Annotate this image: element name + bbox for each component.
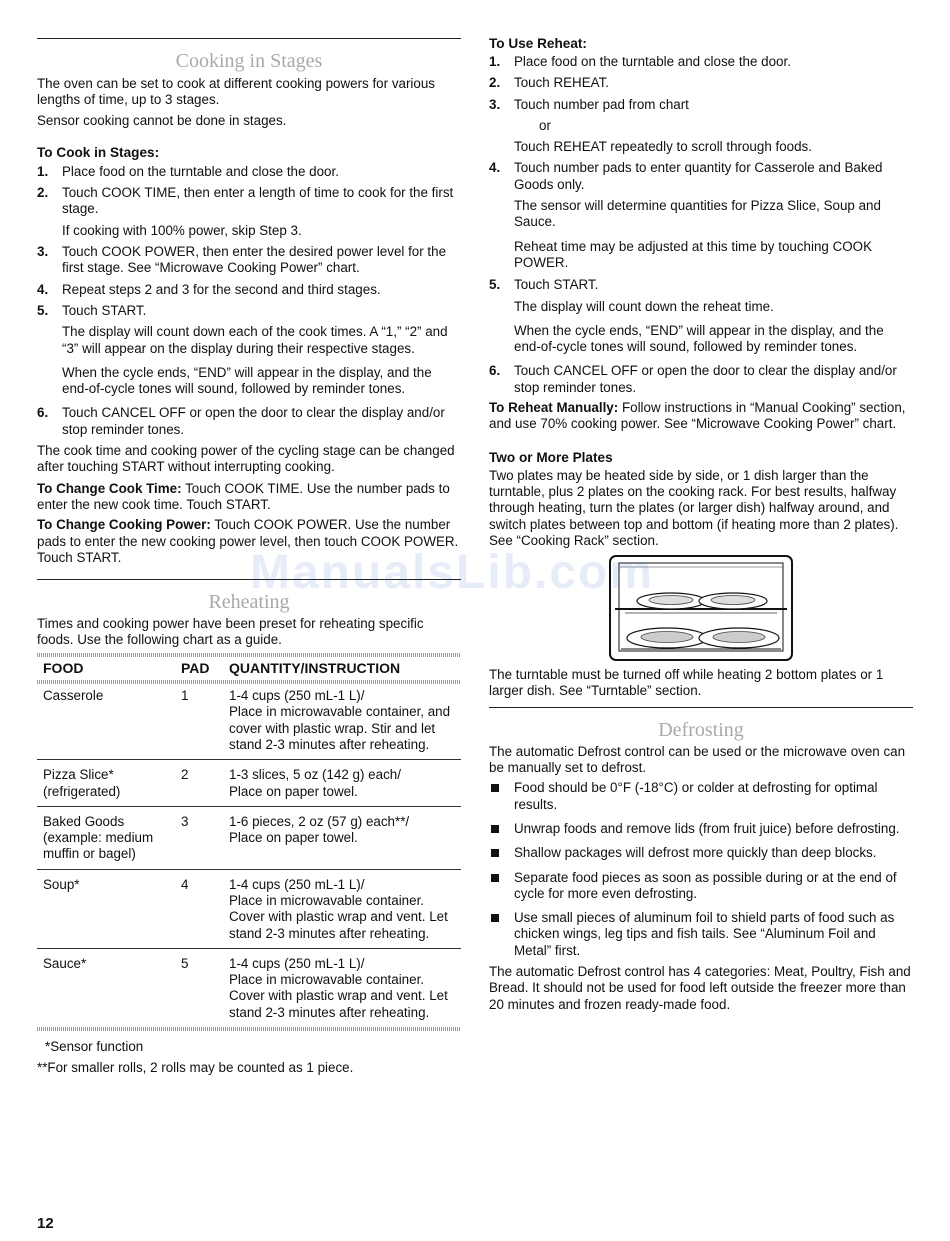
change-cooking-power-label: To Change Cooking Power:	[37, 517, 211, 533]
step-text: Touch number pad from chart	[514, 96, 689, 112]
step-text: Touch COOK TIME, then enter a length of time to cook for the first stage.	[62, 185, 454, 217]
step-text: Touch number pads to enter quantity for Casserole and Baked Goods only.	[514, 160, 883, 192]
stages-note: Sensor cooking cannot be done in stages.	[37, 112, 287, 128]
header-pad: PAD	[181, 659, 210, 676]
reheat-steps-list	[489, 54, 913, 396]
page-number: 12	[37, 1215, 54, 1232]
defrosting-outro: The automatic Defrost control has 4 categories: Meat, Poultry, Fish and Bread. It should not be used for food left outside the freezer more than 20 minutes and frozen ready-made food.	[489, 963, 911, 1012]
stages-step	[37, 185, 461, 239]
step-detail: When the cycle ends, “END” will appear in the display, and the end-of-cycle tones will sound, followed by reminder tones.	[514, 322, 884, 355]
step-text: Touch REHEAT.	[514, 75, 610, 91]
step-number: 4.	[489, 160, 501, 176]
change-cooking-power-text: Touch COOK POWER. Use the number pads to enter the new cooking power level, then touch COOK POWER. Touch START.	[37, 517, 459, 565]
bullet-icon	[491, 784, 499, 792]
stages-step	[37, 164, 461, 180]
reheat-step	[489, 363, 913, 396]
step-text: Touch COOK POWER, then enter the desired power level for the first stage. See “Microwave Cooking Power” chart.	[62, 244, 447, 276]
step-text: Place food on the turntable and close the door.	[62, 163, 339, 179]
change-cook-time-paragraph	[37, 481, 461, 514]
section-title-defrosting: Defrosting	[658, 718, 744, 741]
table-row	[37, 869, 461, 948]
list-item	[489, 910, 913, 959]
cell-quantity: 1-4 cups (250 mL-1 L)/	[229, 688, 365, 704]
cell-directions: Place in microwavable container. Cover with plastic wrap and vent. Let stand 2-3 minutes after reheating.	[229, 892, 448, 941]
step-number: 5.	[37, 302, 49, 318]
cell-quantity: 1-3 slices, 5 oz (142 g) each/	[229, 767, 401, 783]
list-item	[489, 845, 913, 861]
cell-instruction	[223, 760, 461, 807]
step-detail: The display will count down the reheat time.	[514, 298, 774, 314]
list-item	[489, 821, 913, 837]
footnote-rolls: **For smaller rolls, 2 rolls may be counted as 1 piece.	[37, 1060, 354, 1076]
reheat-step	[489, 54, 913, 70]
bullet-text: Separate food pieces as soon as possible during or at the end of cycle for more even defrosting.	[514, 869, 897, 901]
cell-pad: 5	[181, 955, 189, 971]
two-plates-subhead: Two or More Plates	[489, 449, 613, 465]
step-detail: The display will count down each of the cook times. A “1,” “2” and “3” will appear on the display during their respective stages.	[62, 324, 448, 356]
right-column	[489, 0, 913, 1013]
reheat-manually-text: Follow instructions in “Manual Cooking” section, and use 70% cooking power. See “Microwave Cooking Power” chart.	[489, 400, 906, 432]
cell-quantity: 1-4 cups (250 mL-1 L)/	[229, 955, 365, 971]
reheat-manually-label: To Reheat Manually:	[489, 400, 619, 416]
bullet-icon	[491, 849, 499, 857]
stages-intro: The oven can be set to cook at different cooking powers for various lengths of time, up to 3 stages.	[37, 76, 435, 108]
stages-step	[37, 282, 461, 298]
step-number: 1.	[37, 163, 49, 179]
bullet-icon	[491, 914, 499, 922]
reheat-table-header	[37, 657, 461, 680]
table-bottom-border	[37, 1027, 461, 1031]
stages-after-note: The cook time and cooking power of the cycling stage can be changed after touching START without interrupting cooking.	[37, 443, 455, 475]
section-title-cooking-in-stages: Cooking in Stages	[175, 50, 323, 72]
bullet-text: Shallow packages will defrost more quickly than deep blocks.	[514, 845, 877, 861]
stages-step	[37, 244, 461, 277]
reheating-intro: Times and cooking power have been preset for reheating specific foods. Use the following chart as a guide.	[37, 616, 424, 648]
stages-step	[37, 303, 461, 397]
use-reheat-subhead: To Use Reheat:	[489, 36, 587, 51]
step-number: 3.	[37, 244, 49, 260]
step-number: 3.	[489, 96, 501, 112]
step-text: Repeat steps 2 and 3 for the second and third stages.	[62, 281, 381, 297]
table-row	[37, 684, 461, 760]
stages-step	[37, 405, 461, 438]
stages-steps-list	[37, 164, 461, 438]
step-text: Touch START.	[62, 302, 147, 318]
cell-food: Baked Goods (example: medium muffin or bagel)	[37, 806, 175, 869]
step-detail: Reheat time may be adjusted at this time by touching COOK POWER.	[514, 238, 873, 270]
reheat-step	[489, 160, 913, 271]
step-detail: Touch REHEAT repeatedly to scroll through foods.	[514, 139, 812, 155]
table-row	[37, 806, 461, 869]
cell-instruction	[223, 684, 461, 760]
cell-pad: 2	[175, 760, 223, 807]
cell-directions: Place in microwavable container, and cover with plastic wrap. Stir and let stand 2-3 minutes after reheating.	[229, 704, 451, 752]
footnote-sensor: *Sensor function	[45, 1039, 144, 1055]
section-divider	[489, 707, 913, 708]
two-plates-text: Two plates may be heated side by side, or 1 dish larger than the turntable, plus 2 plates on the cooking rack. For best results, halfway through heating, turn the plates (or larger dish) halfway around, and switch plates between top and bottom (if heating more than 2 plates). See “Cooking Rack” section.	[489, 467, 899, 548]
reheat-table	[37, 657, 461, 1027]
step-number: 6.	[489, 363, 501, 379]
step-detail: If cooking with 100% power, skip Step 3.	[62, 222, 302, 238]
bullet-text: Food should be 0°F (-18°C) or colder at defrosting for optimal results.	[514, 780, 878, 812]
cell-food: Sauce*	[43, 955, 87, 971]
cell-instruction	[223, 948, 461, 1027]
step-text: Touch CANCEL OFF or open the door to clear the display and/or stop reminder tones.	[514, 363, 897, 395]
table-row	[37, 948, 461, 1027]
change-cook-time-label: To Change Cook Time:	[37, 480, 182, 496]
step-text: Touch START.	[514, 277, 599, 293]
cell-food: Pizza Slice* (refrigerated)	[37, 760, 175, 807]
bullet-icon	[491, 825, 499, 833]
step-or: or	[539, 117, 551, 133]
cell-food: Soup*	[37, 869, 175, 948]
bullet-text: Use small pieces of aluminum foil to shield parts of food such as chicken wings, leg tips and fish tails. See “Aluminum Foil and Metal” first.	[514, 910, 895, 958]
table-row	[37, 760, 461, 807]
left-column	[37, 0, 461, 1077]
reheat-manually-paragraph	[489, 400, 913, 433]
step-number: 4.	[37, 281, 49, 297]
cell-directions: Place on paper towel.	[229, 783, 358, 799]
cell-pad: 3	[175, 806, 223, 869]
cell-quantity: 1-4 cups (250 mL-1 L)/	[229, 876, 365, 892]
cell-food: Casserole	[37, 684, 175, 760]
reheat-step	[489, 75, 913, 91]
defrosting-intro: The automatic Defrost control can be used or the microwave oven can be manually set to defrost.	[489, 743, 906, 776]
section-title-reheating: Reheating	[208, 591, 290, 614]
cell-quantity: 1-6 pieces, 2 oz (57 g) each**/	[229, 813, 410, 829]
step-number: 1.	[489, 54, 501, 69]
section-divider	[37, 38, 461, 39]
step-number: 5.	[489, 277, 501, 293]
bullet-text: Unwrap foods and remove lids (from fruit juice) before defrosting.	[514, 820, 900, 836]
bullet-icon	[491, 874, 499, 882]
cell-pad: 4	[175, 869, 223, 948]
step-text: Touch CANCEL OFF or open the door to clear the display and/or stop reminder tones.	[62, 405, 445, 437]
cell-pad: 1	[175, 684, 223, 760]
cell-instruction	[223, 869, 461, 948]
list-item	[489, 780, 913, 813]
reheat-step	[489, 97, 913, 156]
turntable-caption: The turntable must be turned off while heating 2 bottom plates or 1 larger dish. See “Turntable” section.	[489, 667, 884, 699]
stages-subhead: To Cook in Stages:	[37, 144, 160, 160]
change-cook-time-text: Touch COOK TIME. Use the number pads to enter the new cook time. Touch START.	[37, 480, 450, 512]
cell-instruction	[223, 806, 461, 869]
step-detail: The sensor will determine quantities for Pizza Slice, Soup and Sauce.	[514, 198, 881, 230]
step-number: 2.	[37, 185, 49, 201]
defrosting-bullets	[489, 780, 913, 959]
cell-directions: Place in microwavable container. Cover with plastic wrap and vent. Let stand 2-3 minutes after reheating.	[229, 972, 448, 1020]
watermark: ManualsLib.com	[250, 546, 655, 599]
header-food: FOOD	[43, 659, 84, 676]
step-detail: When the cycle ends, “END” will appear in the display, and the end-of-cycle tones will sound, followed by reminder tones.	[62, 364, 432, 397]
header-instruction: QUANTITY/INSTRUCTION	[229, 659, 401, 676]
cell-directions: Place on paper towel.	[229, 830, 358, 846]
step-number: 6.	[37, 405, 49, 421]
reheat-step	[489, 277, 913, 355]
step-text: Place food on the turntable and close the door.	[514, 54, 791, 69]
list-item	[489, 870, 913, 903]
step-number: 2.	[489, 75, 501, 91]
